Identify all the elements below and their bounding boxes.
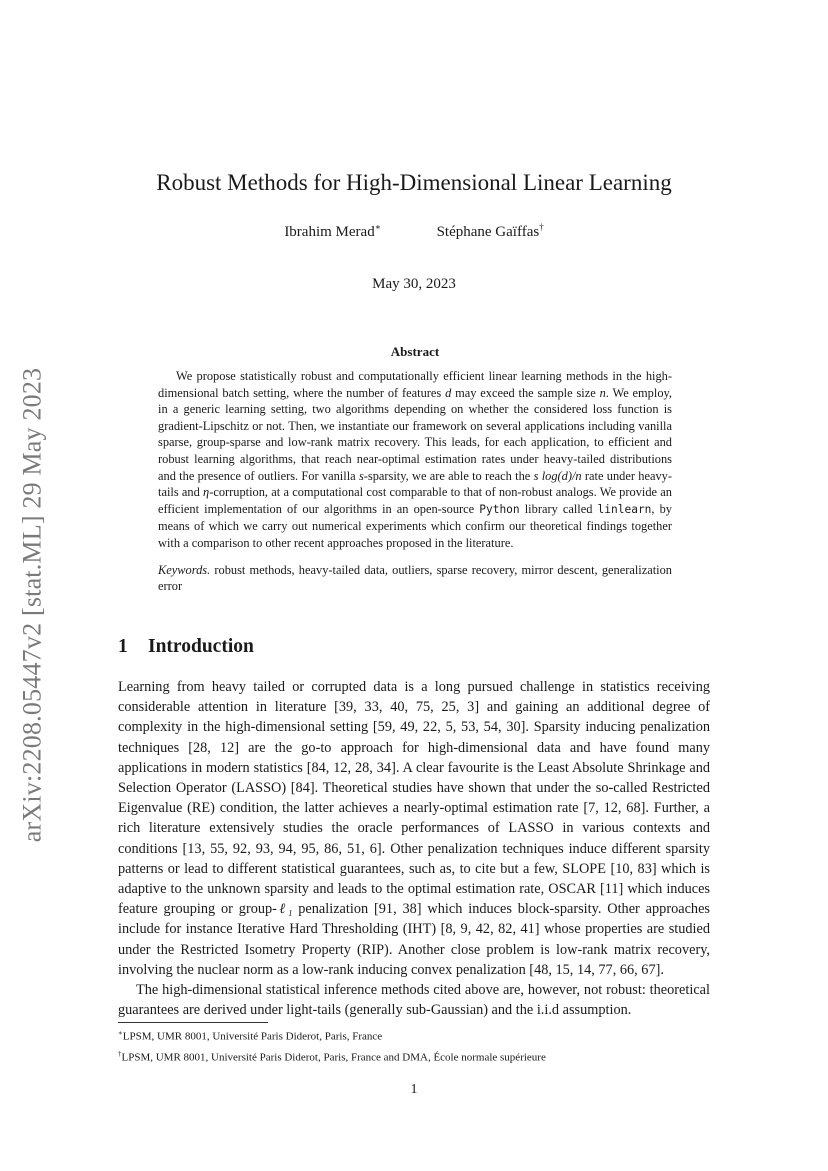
math-s: s xyxy=(358,468,364,483)
footnote-rule xyxy=(118,1022,268,1023)
keywords-text: robust methods, heavy-tailed data, outliers, sparse recovery, mirror descent, generalization error xyxy=(158,562,672,594)
intro-paragraph-1: Learning from heavy tailed or corrupted data is a long pursued challenge in statistics receiving considerable attention in literature [39, 33, 40, 75, 25, 3] and gaining an additional degree of complexity in the high-dimensional setting [59, 49, 22, 5, 53, 54, 30]. Sparsity inducing penalization techniques [28, 12] are the go-to approach for high-dimensional data and have found many applications in modern statistics [84, 12, 28, 34]. A clear favourite is the Least Absolute Shrinkage and Selection Operator (LASSO) [84]. Theoretical studies have shown that under the so-called Restricted Eigenvalue (RE) condition, the latter achieves a nearly-optimal estimation rate [7, 12, 68]. Further, a rich literature extensively studies the oracle performances of LASSO in various contexts and conditions [13, 55, 92, 93, 94, 95, 86, 51, 6]. Other penalization techniques induce different sparsity patterns or lead to different statistical guarantees, such as, to cite but a few, SLOPE [10, 83] which is adaptive to the unknown sparsity and leads to the optimal estimation rate, OSCAR [11] which induces feature grouping or group-ℓ₁ penalization [91, 38] which induces block-sparsity. Other approaches include for instance Iterative Hard Thresholding (IHT) [8, 9, 42, 82, 41] whose properties are studied under the Restricted Isometry Property (RIP). Another close problem is low-rank matrix recovery, involving the nuclear norm as a low-rank inducing convex penalization [48, 15, 14, 77, 66, 67]. xyxy=(118,679,710,978)
arxiv-stamp xyxy=(10,345,54,865)
abstract-body: We propose statistically robust and computationally efficient linear learning methods in the high-dimensional batch setting, where the number of features d may exceed the sample size n. We employ, in a generic learning setting, two algorithms depending on whether the considered loss function is gradient-Lipschitz or not. Then, we instantiate our framework on several applications including vanilla sparse, group-sparse and low-rank matrix recovery. This leads, for each application, to efficient and robust learning algorithms, that reach near-optimal estimation rates under heavy-tailed distributions and the presence of outliers. For vanilla s-sparsity, we are able to reach the s log(d)/n rate under heavy-tails and η-corruption, at a computational cost comparable to that of non-robust analogs. We provide an efficient implementation of our algorithms in an open-source Python library called linlearn, by means of which we carry out numerical experiments which confirm our theoretical findings together with a comparison to other recent approaches proposed in the literature. xyxy=(158,369,673,550)
abstract xyxy=(158,344,672,595)
code-python: Python xyxy=(479,502,520,516)
arxiv-id: arXiv:2208.05447v2 [stat.ML] 29 May 2023 xyxy=(17,367,47,843)
footnote-text: LPSM, UMR 8001, Université Paris Diderot, Paris, France xyxy=(122,1030,383,1043)
intro-paragraph-2: The high-dimensional statistical inference methods cited above are, however, not robust: theoretical guarantees are derived under light-tails (generally sub-Gaussian) and the i.i.d assumption. xyxy=(118,982,710,1019)
paper-title: Robust Methods for High-Dimensional Linear Learning xyxy=(156,170,672,195)
author-name: Ibrahim Merad xyxy=(284,224,375,240)
footnote-2 xyxy=(118,1046,710,1067)
page-number: 1 xyxy=(410,1082,418,1097)
author-2 xyxy=(437,222,544,241)
section-heading xyxy=(118,636,254,658)
footnotes xyxy=(118,1025,710,1066)
math-rate: s log(d)/n xyxy=(533,468,582,483)
footnote-mark: † xyxy=(118,1049,122,1058)
intro-body xyxy=(118,677,710,1020)
keywords xyxy=(158,562,672,595)
author-mark: ∗ xyxy=(374,222,381,232)
math-n: n xyxy=(599,385,606,400)
math-eta: η xyxy=(203,485,210,500)
section-title: Introduction xyxy=(148,636,254,657)
abstract-heading: Abstract xyxy=(390,344,440,359)
author-name: Stéphane Gaïffas xyxy=(436,224,540,240)
section-number: 1 xyxy=(118,636,128,657)
keywords-label: Keywords. xyxy=(158,562,211,577)
footnote-mark: ∗ xyxy=(118,1029,123,1037)
footnote-text: LPSM, UMR 8001, Université Paris Diderot, Paris, France and DMA, École normale supérieure xyxy=(121,1051,546,1064)
author-1 xyxy=(284,222,381,241)
author-list xyxy=(0,222,828,241)
footnote-1 xyxy=(118,1025,710,1046)
math-d: d xyxy=(445,385,452,400)
author-mark: † xyxy=(539,222,544,232)
code-linlearn: linlearn xyxy=(597,502,652,516)
math-ell1: ℓ₁ xyxy=(276,901,293,918)
paper-date: May 30, 2023 xyxy=(372,276,456,292)
